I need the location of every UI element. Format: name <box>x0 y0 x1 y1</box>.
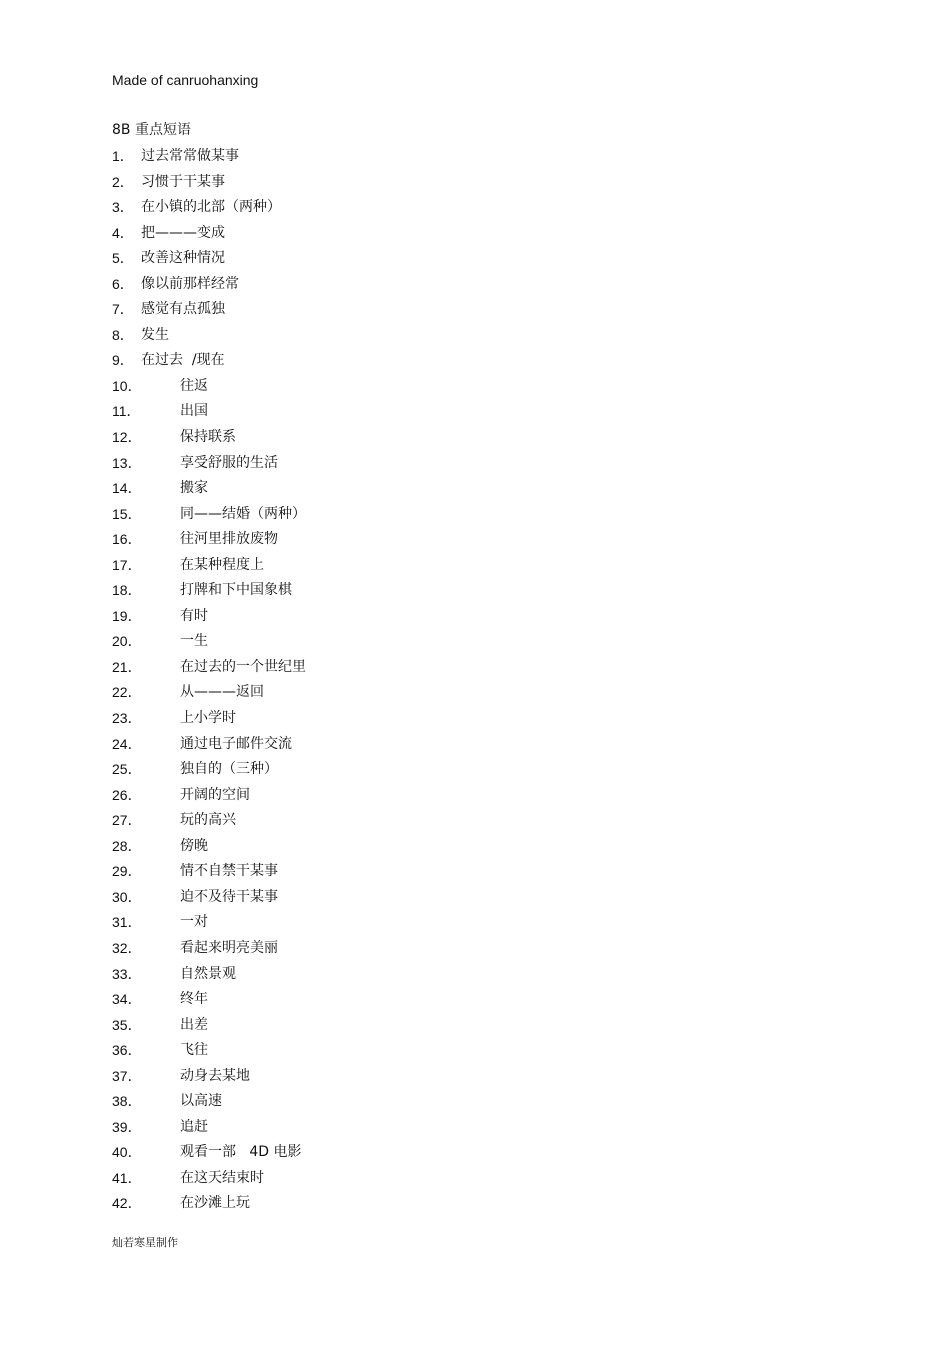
phrase-text: 习惯于干某事 <box>141 173 225 190</box>
phrase-number: 39． <box>112 1118 142 1135</box>
phrase-text: 开阔的空间 <box>180 786 250 803</box>
phrase-number: 36． <box>112 1042 142 1059</box>
phrase-text: 往河里排放废物 <box>180 531 278 548</box>
phrase-text: 一生 <box>180 633 208 650</box>
phrase-text: 打牌和下中国象棋 <box>180 582 292 599</box>
phrase-text: 从———返回 <box>180 684 264 701</box>
phrase-number: 7． <box>112 301 134 318</box>
page-footer: 灿若寒星制作 <box>112 1236 178 1249</box>
phrase-text: 同——结婚（两种） <box>180 505 306 522</box>
phrase-number: 16． <box>112 531 142 548</box>
phrase-text: 有时 <box>180 607 208 624</box>
phrase-text: 观看一部 4D 电影 <box>180 1144 302 1161</box>
phrase-text: 像以前那样经常 <box>141 275 239 292</box>
phrase-text: 动身去某地 <box>180 1067 250 1084</box>
phrase-text: 看起来明亮美丽 <box>180 939 278 956</box>
phrase-number: 26． <box>112 786 142 803</box>
phrase-number: 42． <box>112 1195 142 1212</box>
phrase-text: 改善这种情况 <box>141 250 225 267</box>
phrase-number: 3． <box>112 199 134 216</box>
phrase-text: 上小学时 <box>180 710 236 727</box>
phrase-text: 在沙滩上玩 <box>180 1195 250 1212</box>
phrase-text: 保持联系 <box>180 429 236 446</box>
phrase-number: 23． <box>112 710 142 727</box>
phrase-text: 傍晚 <box>180 837 208 854</box>
phrase-number: 28． <box>112 837 142 854</box>
phrase-number: 24． <box>112 735 142 752</box>
phrase-text: 独自的（三种） <box>180 761 278 778</box>
phrase-number: 4． <box>112 224 134 241</box>
phrase-text: 往返 <box>180 377 208 394</box>
phrase-number: 37． <box>112 1067 142 1084</box>
phrase-number: 14． <box>112 480 142 497</box>
phrase-number: 18． <box>112 582 142 599</box>
phrase-number: 21． <box>112 658 142 675</box>
phrase-number: 30． <box>112 888 142 905</box>
phrase-number: 41． <box>112 1169 142 1186</box>
phrase-number: 22． <box>112 684 142 701</box>
phrase-number: 19． <box>112 607 142 624</box>
phrase-number: 9． <box>112 352 134 369</box>
phrase-text: 在过去 /现在 <box>141 352 225 369</box>
phrase-text: 把———变成 <box>141 224 225 241</box>
phrase-number: 27． <box>112 812 142 829</box>
phrase-text: 搬家 <box>180 480 208 497</box>
phrase-number: 13． <box>112 454 142 471</box>
phrase-number: 11． <box>112 403 141 420</box>
phrase-number: 40． <box>112 1144 142 1161</box>
document-title: 8B 重点短语 <box>112 122 191 138</box>
phrase-text: 迫不及待干某事 <box>180 888 278 905</box>
phrase-number: 32． <box>112 939 142 956</box>
phrase-text: 享受舒服的生活 <box>180 454 278 471</box>
phrase-number: 29． <box>112 863 142 880</box>
phrase-number: 20． <box>112 633 142 650</box>
phrase-number: 8． <box>112 326 134 343</box>
phrase-number: 1． <box>112 148 134 164</box>
phrase-text: 一对 <box>180 914 208 931</box>
phrase-number: 38． <box>112 1093 142 1110</box>
phrase-number: 5． <box>112 250 134 267</box>
phrase-number: 15． <box>112 505 142 522</box>
phrase-text: 在过去的一个世纪里 <box>180 658 306 675</box>
phrase-number: 6． <box>112 275 134 292</box>
phrase-text: 终年 <box>180 991 208 1008</box>
phrase-number: 12． <box>112 429 142 446</box>
phrase-text: 在小镇的北部（两种） <box>141 199 281 216</box>
phrase-text: 情不自禁干某事 <box>180 863 278 880</box>
phrase-number: 25． <box>112 761 142 778</box>
phrase-text: 感觉有点孤独 <box>141 301 225 318</box>
phrase-text: 玩的高兴 <box>180 812 236 829</box>
phrase-text: 在某种程度上 <box>180 556 264 573</box>
phrase-text: 飞往 <box>180 1042 208 1059</box>
phrase-text: 发生 <box>141 326 169 343</box>
phrase-number: 34． <box>112 991 142 1008</box>
phrase-text: 出国 <box>180 403 208 420</box>
phrase-number: 2． <box>112 173 134 190</box>
phrase-text: 出差 <box>180 1016 208 1033</box>
page-header: Made of canruohanxing <box>112 72 259 88</box>
phrase-text: 自然景观 <box>180 965 236 982</box>
phrase-text: 通过电子邮件交流 <box>180 735 292 752</box>
phrase-text: 追赶 <box>180 1118 208 1135</box>
phrase-text: 在这天结束时 <box>180 1169 264 1186</box>
phrase-number: 33． <box>112 965 142 982</box>
phrase-number: 31． <box>112 914 142 931</box>
phrase-number: 35． <box>112 1016 142 1033</box>
phrase-text: 过去常常做某事 <box>141 148 239 164</box>
phrase-text: 以高速 <box>180 1093 222 1110</box>
phrase-number: 10． <box>112 377 142 394</box>
phrase-number: 17． <box>112 556 142 573</box>
